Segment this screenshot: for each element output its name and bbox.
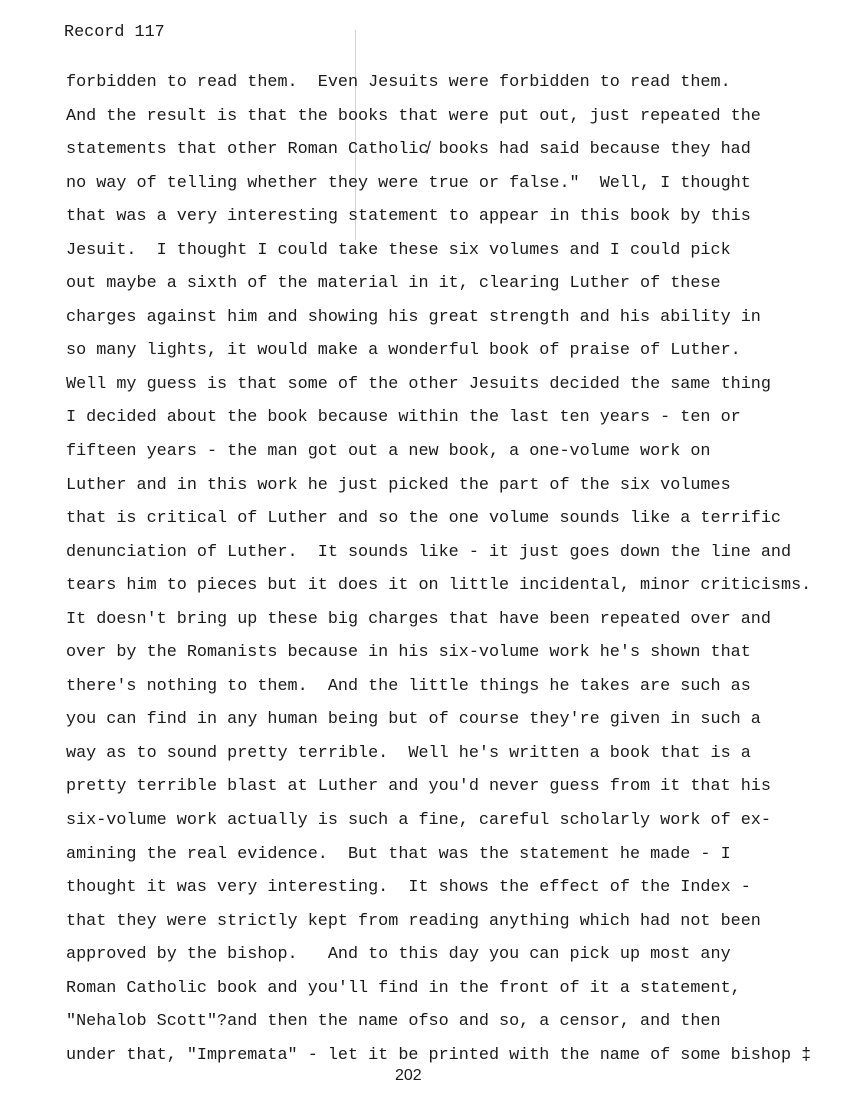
text-line: over by the Romanists because in his six-volume work he's shown that	[66, 643, 751, 663]
text-line: so many lights, it would make a wonderful book of praise of Luther.	[66, 341, 741, 361]
text-line: I decided about the book because within the last ten years - ten or	[66, 408, 741, 428]
text-line: Luther and in this work he just picked the part of the six volumes	[66, 475, 731, 495]
text-line: statements that other Roman Catholic̸ books had said because they had	[66, 140, 751, 160]
text-line: forbidden to read them. Even Jesuits were forbidden to read them.	[66, 73, 731, 92]
text-line: that they were strictly kept from reading anything which had not been	[66, 911, 761, 931]
text-line: that is critical of Luther and so the one volume sounds like a terrific	[66, 509, 781, 529]
text-line: there's nothing to them. And the little things he takes are such as	[66, 676, 751, 696]
text-line: fifteen years - the man got out a new book, a one-volume work on	[66, 442, 711, 462]
page-number: 202	[395, 1067, 422, 1084]
text-line: It doesn't bring up these big charges that have been repeated over and	[66, 609, 771, 629]
text-line: thought it was very interesting. It shows the effect of the Index -	[66, 878, 751, 898]
text-line: pretty terrible blast at Luther and you'd never guess from it that his	[66, 777, 771, 797]
text-line: Well my guess is that some of the other Jesuits decided the same thing	[66, 374, 771, 394]
text-line: you can find in any human being but of course they're given in such a	[66, 710, 761, 730]
text-line: no way of telling whether they were true or false." Well, I thought	[66, 173, 751, 193]
text-line: Jesuit. I thought I could take these six volumes and I could pick	[66, 240, 731, 260]
text-line: amining the real evidence. But that was the statement he made - I	[66, 844, 731, 864]
text-line: under that, "Impremata" - let it be printed with the name of some bishop ‡	[66, 1045, 812, 1065]
text-line: And the result is that the books that were put out, just repeated the	[66, 106, 761, 126]
text-line: denunciation of Luther. It sounds like - it just goes down the line and	[66, 542, 792, 562]
text-line: Roman Catholic book and you'll find in the front of it a statement,	[66, 978, 741, 998]
text-line: way as to sound pretty terrible. Well he's written a book that is a	[66, 743, 751, 763]
document-body	[66, 73, 845, 1079]
text-line: approved by the bishop. And to this day you can pick up most any	[66, 945, 731, 965]
text-line: tears him to pieces but it does it on little incidental, minor criticisms.	[66, 576, 812, 596]
text-line: charges against him and showing his great strength and his ability in	[66, 307, 761, 327]
text-line: that was a very interesting statement to appear in this book by this	[66, 207, 751, 227]
text-line: "Nehalob Scott"?and then the name ofso and so, a censor, and then	[66, 1012, 721, 1032]
text-line: six-volume work actually is such a fine, careful scholarly work of ex-	[66, 811, 771, 831]
record-header: Record 117	[64, 23, 165, 42]
text-line: out maybe a sixth of the material in it, clearing Luther of these	[66, 274, 721, 294]
